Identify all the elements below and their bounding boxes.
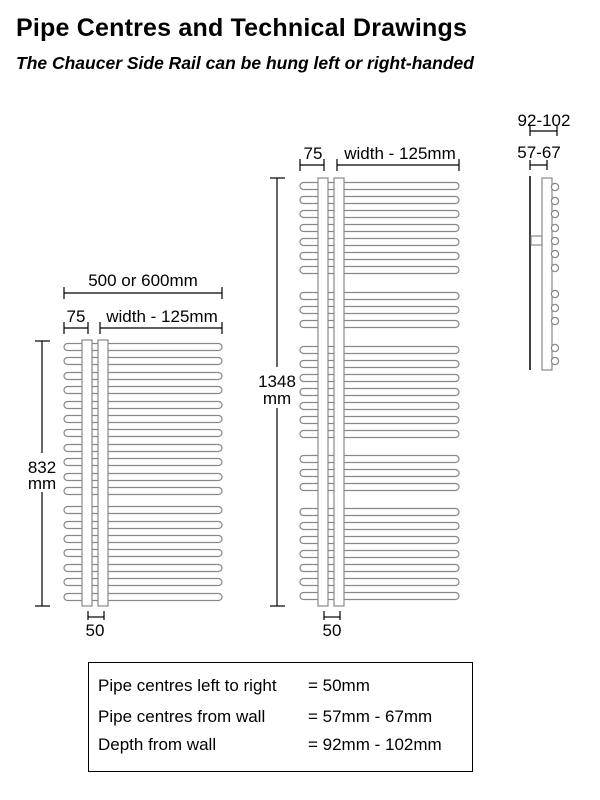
small-height-unit: mm — [27, 474, 57, 493]
large-offset-label: 75 — [303, 144, 323, 163]
spec-label: Depth from wall — [98, 735, 217, 754]
small-rail-drawing — [28, 271, 222, 640]
page-title: Pipe Centres and Technical Drawings — [16, 14, 468, 42]
spec-label: Pipe centres from wall — [98, 707, 266, 726]
rail-bar-end — [551, 317, 558, 324]
side-wall-label: 57-67 — [517, 143, 561, 162]
small-rail-pipe-right — [98, 340, 108, 606]
large-height-value: 1348 — [258, 372, 296, 391]
side-depth-label: 92-102 — [517, 111, 571, 130]
large-rail-pipe-left — [318, 178, 328, 606]
rail-bar-end — [551, 250, 558, 257]
small-rail-pipe-left — [82, 340, 92, 606]
side-bracket — [531, 236, 542, 245]
side-pipe — [542, 178, 552, 370]
spec-value: = 57mm - 67mm — [308, 707, 433, 726]
rail-bar-end — [551, 183, 558, 190]
rail-bar-end — [551, 264, 558, 271]
rail-bar-end — [551, 210, 558, 217]
spec-value: = 50mm — [308, 676, 370, 695]
spec-label: Pipe centres left to right — [98, 676, 277, 695]
large-rail-drawing — [258, 144, 459, 640]
large-height-unit: mm — [262, 389, 292, 408]
large-bar-width-label: width - 125mm — [344, 144, 456, 163]
small-centres-label: 50 — [85, 621, 105, 640]
large-centres-label: 50 — [322, 621, 342, 640]
small-height-value: 832 — [27, 458, 57, 477]
small-bar-width-label: width - 125mm — [106, 307, 218, 326]
rail-bar-end — [551, 237, 558, 244]
rail-bar-end — [551, 290, 558, 297]
rail-bar-end — [551, 304, 558, 311]
rail-bar-end — [551, 344, 558, 351]
spec-value: = 92mm - 102mm — [308, 735, 442, 754]
spec-table — [88, 662, 473, 772]
rail-bar-end — [551, 224, 558, 231]
page-subtitle: The Chaucer Side Rail can be hung left or right-handed — [16, 53, 474, 73]
side-view-drawing — [517, 111, 570, 370]
small-offset-label: 75 — [66, 307, 86, 326]
small-overall-width-label: 500 or 600mm — [88, 271, 198, 290]
rail-bar-end — [551, 357, 558, 364]
rail-bar-end — [551, 197, 558, 204]
large-rail-pipe-right — [334, 178, 344, 606]
